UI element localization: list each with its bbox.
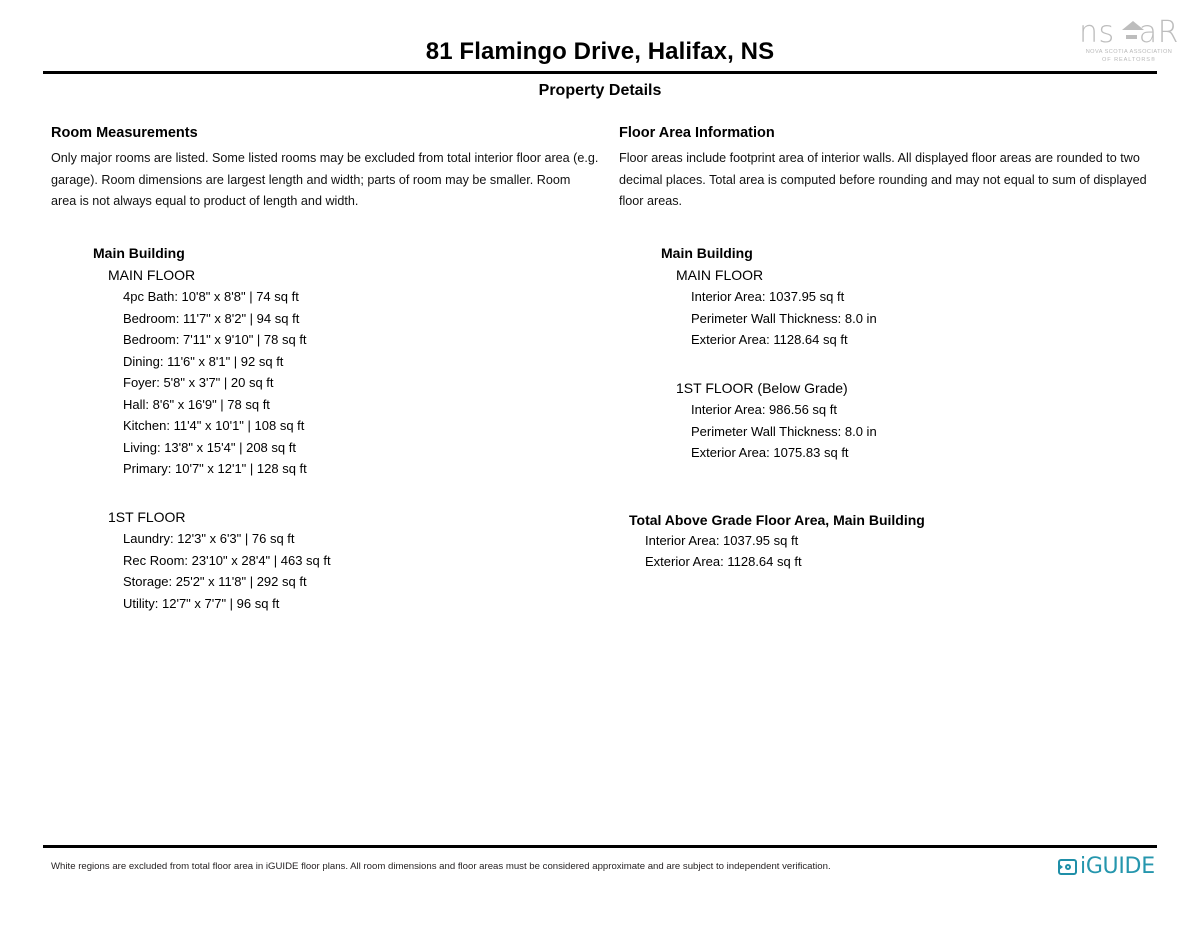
area-item: Interior Area: 1037.95 sq ft	[691, 289, 845, 304]
area-item: Perimeter Wall Thickness: 8.0 in	[691, 423, 877, 439]
room-item: 4pc Bath: 10'8" x 8'8" | 74 sq ft	[123, 289, 299, 304]
iguide-wordmark	[1080, 856, 1155, 878]
room-item: Bedroom: 7'11" x 9'10" | 78 sq ft	[123, 332, 307, 347]
room-item: Utility: 12'7" x 7'7" | 96 sq ft	[123, 595, 280, 611]
iguide-logo-i: i	[1080, 854, 1086, 879]
iguide-logo-guide: GUIDE	[1085, 854, 1155, 879]
room-measurements-building-block	[51, 243, 599, 615]
room-item: Dining: 11'6" x 8'1" | 92 sq ft	[123, 353, 284, 369]
floor-group-1st-floor	[51, 507, 599, 615]
dash-icon	[1126, 35, 1137, 39]
floor-name: 1ST FLOOR	[108, 508, 186, 525]
floor-name: MAIN FLOOR	[676, 266, 764, 283]
page-subtitle: Property Details	[538, 82, 662, 99]
footer-divider	[43, 845, 1157, 848]
nsar-logo-line2: OF REALTORS®	[1102, 57, 1156, 63]
floor-name: 1ST FLOOR (Below Grade)	[676, 379, 848, 396]
room-item: Primary: 10'7" x 12'1" | 128 sq ft	[123, 461, 307, 476]
room-item: Rec Room: 23'10" x 28'4" | 463 sq ft	[123, 552, 331, 568]
camera-icon	[1058, 859, 1077, 875]
room-item: Storage: 25'2" x 11'8" | 292 sq ft	[123, 574, 307, 589]
room-measurements-note: Only major rooms are listed. Some listed rooms may be excluded from total interior floor area (e.g. garage). Room dimensions are largest length and width; parts of room may be smaller. Room area is not always equal to product of length and width.	[51, 151, 599, 208]
room-item: Living: 13'8" x 15'4" | 208 sq ft	[123, 439, 296, 455]
total-area-item: Interior Area: 1037.95 sq ft	[645, 532, 799, 548]
area-item: Perimeter Wall Thickness: 8.0 in	[691, 310, 877, 326]
floor-area-note: Floor areas include footprint area of interior walls. All displayed floor areas are rounded to two decimal places. Total area is computed before rounding and may not equal to sum of displayed floor areas.	[619, 151, 1147, 208]
nsar-logo-line1: NOVA SCOTIA ASSOCIATION	[1085, 49, 1173, 55]
footer-disclaimer: White regions are excluded from total floor area in iGUIDE floor plans. All room dimensions and floor areas must be considered approximate and are subject to independent verification.	[51, 861, 831, 872]
area-item: Exterior Area: 1128.64 sq ft	[691, 332, 848, 347]
room-item: Kitchen: 11'4" x 10'1" | 108 sq ft	[123, 418, 305, 433]
total-above-grade-group	[619, 510, 1167, 573]
floor-area-building-block	[619, 243, 1167, 573]
building-name: Main Building	[661, 244, 753, 261]
nsar-logo	[1070, 15, 1188, 66]
area-group-1st-floor	[619, 378, 1167, 464]
page-title: 81 Flamingo Drive, Halifax, NS	[425, 38, 775, 65]
building-name: Main Building	[93, 244, 185, 261]
room-measurements-heading: Room Measurements	[51, 125, 198, 141]
nsar-wordmark-icon: ns aR	[1079, 15, 1179, 50]
area-group-main-floor	[619, 265, 1167, 351]
floor-name: MAIN FLOOR	[108, 266, 196, 283]
iguide-logo	[1058, 855, 1155, 879]
room-item: Hall: 8'6" x 16'9" | 78 sq ft	[123, 396, 270, 412]
total-area-heading: Total Above Grade Floor Area, Main Building	[629, 511, 925, 528]
room-item: Laundry: 12'3" x 6'3" | 76 sq ft	[123, 531, 295, 546]
room-measurements-column	[51, 124, 599, 614]
room-item: Foyer: 5'8" x 3'7" | 20 sq ft	[123, 375, 274, 390]
floor-area-information-column	[619, 124, 1167, 573]
total-area-item: Exterior Area: 1128.64 sq ft	[645, 554, 802, 569]
room-item: Bedroom: 11'7" x 8'2" | 94 sq ft	[123, 310, 300, 326]
page-header	[0, 0, 1200, 108]
floor-group-main-floor	[51, 265, 599, 480]
area-item: Exterior Area: 1075.83 sq ft	[691, 445, 849, 460]
header-divider	[43, 71, 1157, 74]
house-roof-icon	[1122, 21, 1144, 30]
floor-area-heading: Floor Area Information	[619, 125, 775, 141]
area-item: Interior Area: 986.56 sq ft	[691, 402, 837, 417]
